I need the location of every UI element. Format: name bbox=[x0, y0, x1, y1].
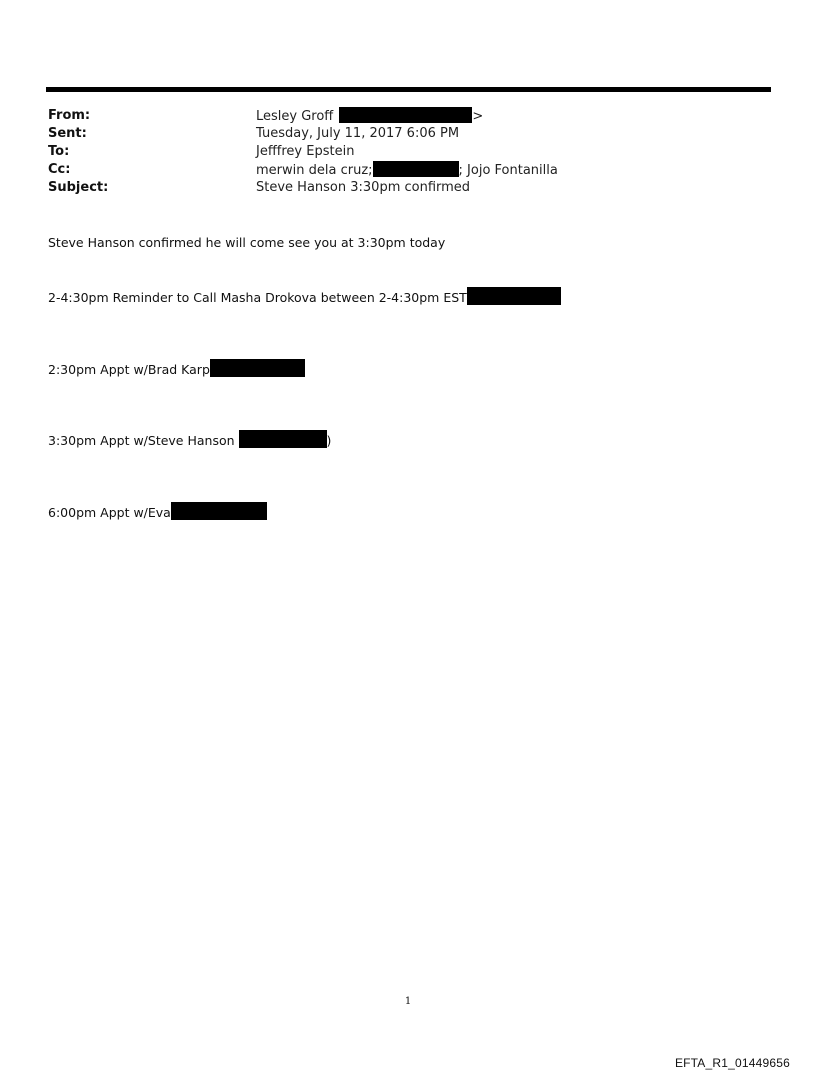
appt-hanson-suffix: ) bbox=[326, 433, 332, 448]
body-line-confirmation: Steve Hanson confirmed he will come see you at 3:30pm today bbox=[48, 235, 446, 250]
redaction-box bbox=[171, 502, 267, 520]
redaction-box bbox=[373, 161, 459, 177]
cc-value bbox=[256, 161, 558, 180]
from-value bbox=[256, 107, 483, 126]
header-rule bbox=[46, 87, 771, 92]
to-value: Jefffrey Epstein bbox=[256, 144, 355, 159]
cc-label: Cc: bbox=[48, 162, 71, 177]
body-line-appt-hanson bbox=[48, 430, 331, 450]
cc-name-1: merwin dela cruz; bbox=[256, 163, 373, 178]
cc-name-2: ; Jojo Fontanilla bbox=[458, 163, 558, 178]
appt-hanson-text: 3:30pm Appt w/Steve Hanson bbox=[48, 433, 239, 448]
redaction-box bbox=[339, 107, 472, 123]
redaction-box bbox=[467, 287, 561, 305]
reminder-text: 2-4:30pm Reminder to Call Masha Drokova between 2-4:30pm EST bbox=[48, 290, 467, 305]
redaction-box bbox=[239, 430, 327, 448]
to-label: To: bbox=[48, 144, 70, 159]
from-label: From: bbox=[48, 108, 91, 123]
page-number: 1 bbox=[404, 996, 412, 1007]
appt-eva-text: 6:00pm Appt w/Eva bbox=[48, 505, 171, 520]
bates-number: EFTA_R1_01449656 bbox=[674, 1056, 790, 1070]
subject-value: Steve Hanson 3:30pm confirmed bbox=[256, 180, 471, 195]
body-line-appt-karp bbox=[48, 359, 305, 379]
body-line-appt-eva bbox=[48, 502, 267, 522]
sent-label: Sent: bbox=[48, 126, 87, 141]
from-suffix: > bbox=[472, 109, 484, 124]
redaction-box bbox=[210, 359, 305, 377]
body-line-reminder bbox=[48, 287, 561, 307]
subject-label: Subject: bbox=[48, 180, 109, 195]
appt-karp-text: 2:30pm Appt w/Brad Karp bbox=[48, 362, 210, 377]
sent-value: Tuesday, July 11, 2017 6:06 PM bbox=[256, 126, 460, 141]
from-name: Lesley Groff bbox=[256, 109, 334, 124]
